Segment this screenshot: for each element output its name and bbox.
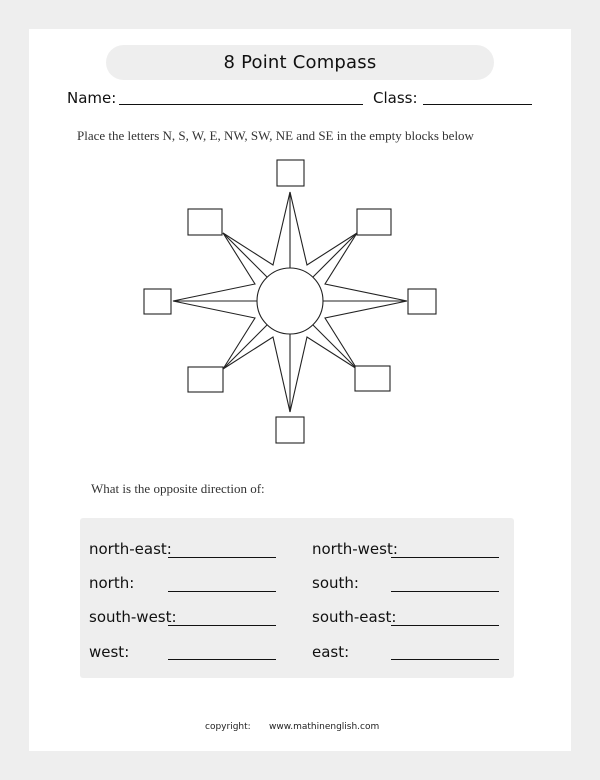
answer-line-south-east[interactable] [391, 625, 499, 626]
compass-box-bottom[interactable] [276, 417, 304, 443]
opposite-label-north-east: north-east: [89, 540, 172, 558]
question-text: What is the opposite direction of: [91, 481, 265, 496]
compass-box-right[interactable] [408, 289, 436, 314]
answer-line-west[interactable] [168, 659, 276, 660]
answer-line-north[interactable] [168, 591, 276, 592]
compass-box-bottom-left[interactable] [188, 367, 223, 392]
opposite-label-west: west: [89, 643, 130, 661]
compass-center-circle [257, 268, 323, 334]
opposite-label-east: east: [312, 643, 350, 661]
instruction-text: Place the letters N, S, W, E, NW, SW, NE and SE in the empty blocks below [77, 128, 474, 143]
compass-box-top-left[interactable] [188, 209, 222, 235]
page-title: 8 Point Compass [223, 52, 377, 73]
copyright-site-link[interactable]: www.mathinenglish.com [269, 722, 380, 732]
class-label: Class: [373, 89, 418, 107]
answer-line-east[interactable] [391, 659, 499, 660]
answer-line-south[interactable] [391, 591, 499, 592]
compass-box-top[interactable] [277, 160, 304, 186]
opposite-label-south-west: south-west: [89, 608, 177, 626]
answer-line-north-east[interactable] [168, 557, 276, 558]
compass-box-top-right[interactable] [357, 209, 391, 235]
opposite-label-north-west: north-west: [312, 540, 398, 558]
name-label: Name: [67, 89, 117, 107]
copyright-label: copyright: [205, 722, 251, 732]
answer-line-north-west[interactable] [391, 557, 499, 558]
opposite-label-south: south: [312, 574, 359, 592]
answer-line-south-west[interactable] [168, 625, 276, 626]
opposite-label-south-east: south-east: [312, 608, 397, 626]
opposite-label-north: north: [89, 574, 135, 592]
compass-box-bottom-right[interactable] [355, 366, 390, 391]
compass-box-left[interactable] [144, 289, 171, 314]
